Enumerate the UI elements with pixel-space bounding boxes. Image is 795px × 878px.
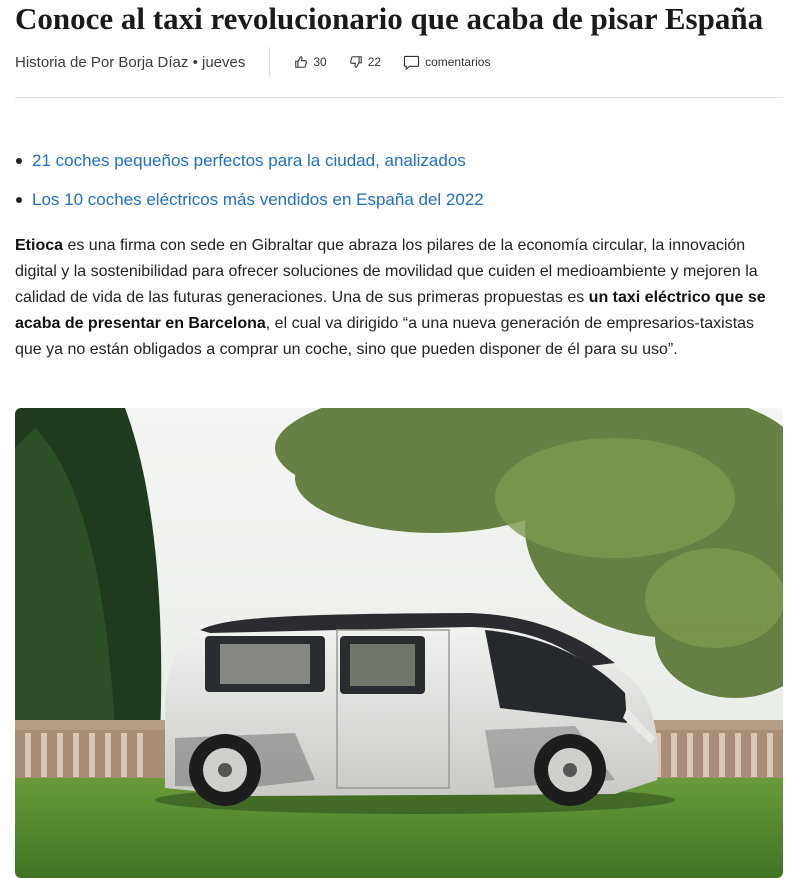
highlight-text: un taxi eléctrico que se acaba de presentar en Barcelona <box>15 289 766 332</box>
article-meta <box>15 46 512 78</box>
like-count: 30 <box>313 55 327 69</box>
header-divider <box>15 97 783 98</box>
thumbs-up-icon <box>294 55 308 69</box>
related-links-list <box>15 148 484 226</box>
article-title: Conoce al taxi revolucionario que acaba de pisar España <box>15 1 764 36</box>
comment-icon <box>403 55 420 70</box>
related-link-1[interactable]: 21 coches pequeños perfectos para la ciudad, analizados <box>32 151 466 170</box>
dislike-count: 22 <box>367 55 382 69</box>
paragraph-text-2: , el cual va dirigido “a una nueva generación de empresarios-taxistas que ya no están obligados a comprar un coche, sino que pueden disponer de él para su uso”. <box>15 315 755 358</box>
byline: Historia de Por Borja Díaz • jueves <box>15 53 246 71</box>
meta-divider <box>269 47 270 77</box>
related-link-2[interactable]: Los 10 coches eléctricos más vendidos en España del 2022 <box>32 190 484 209</box>
paragraph-text-1: es una firma con sede en Gibraltar que abraza los pilares de la economía circular, la innovación digital y la sostenibilidad para ofrecer soluciones de movilidad que cuiden el medioambiente y mejoren la calidad de vida de las futuras generaciones. Una de sus primeras propuestas es <box>15 237 758 306</box>
bullet-icon <box>16 158 22 164</box>
article-paragraph <box>15 233 785 363</box>
taxi-photo <box>15 408 783 878</box>
list-item <box>15 148 484 174</box>
list-item <box>15 187 484 213</box>
comments-label: comentarios <box>425 55 491 69</box>
article-image[interactable] <box>15 408 783 878</box>
thumbs-down-icon <box>349 55 363 69</box>
comments-button[interactable] <box>403 55 490 70</box>
company-name: Etioca <box>15 237 64 254</box>
like-button[interactable] <box>294 55 326 69</box>
dislike-button[interactable] <box>349 55 381 69</box>
bullet-icon <box>16 197 22 203</box>
